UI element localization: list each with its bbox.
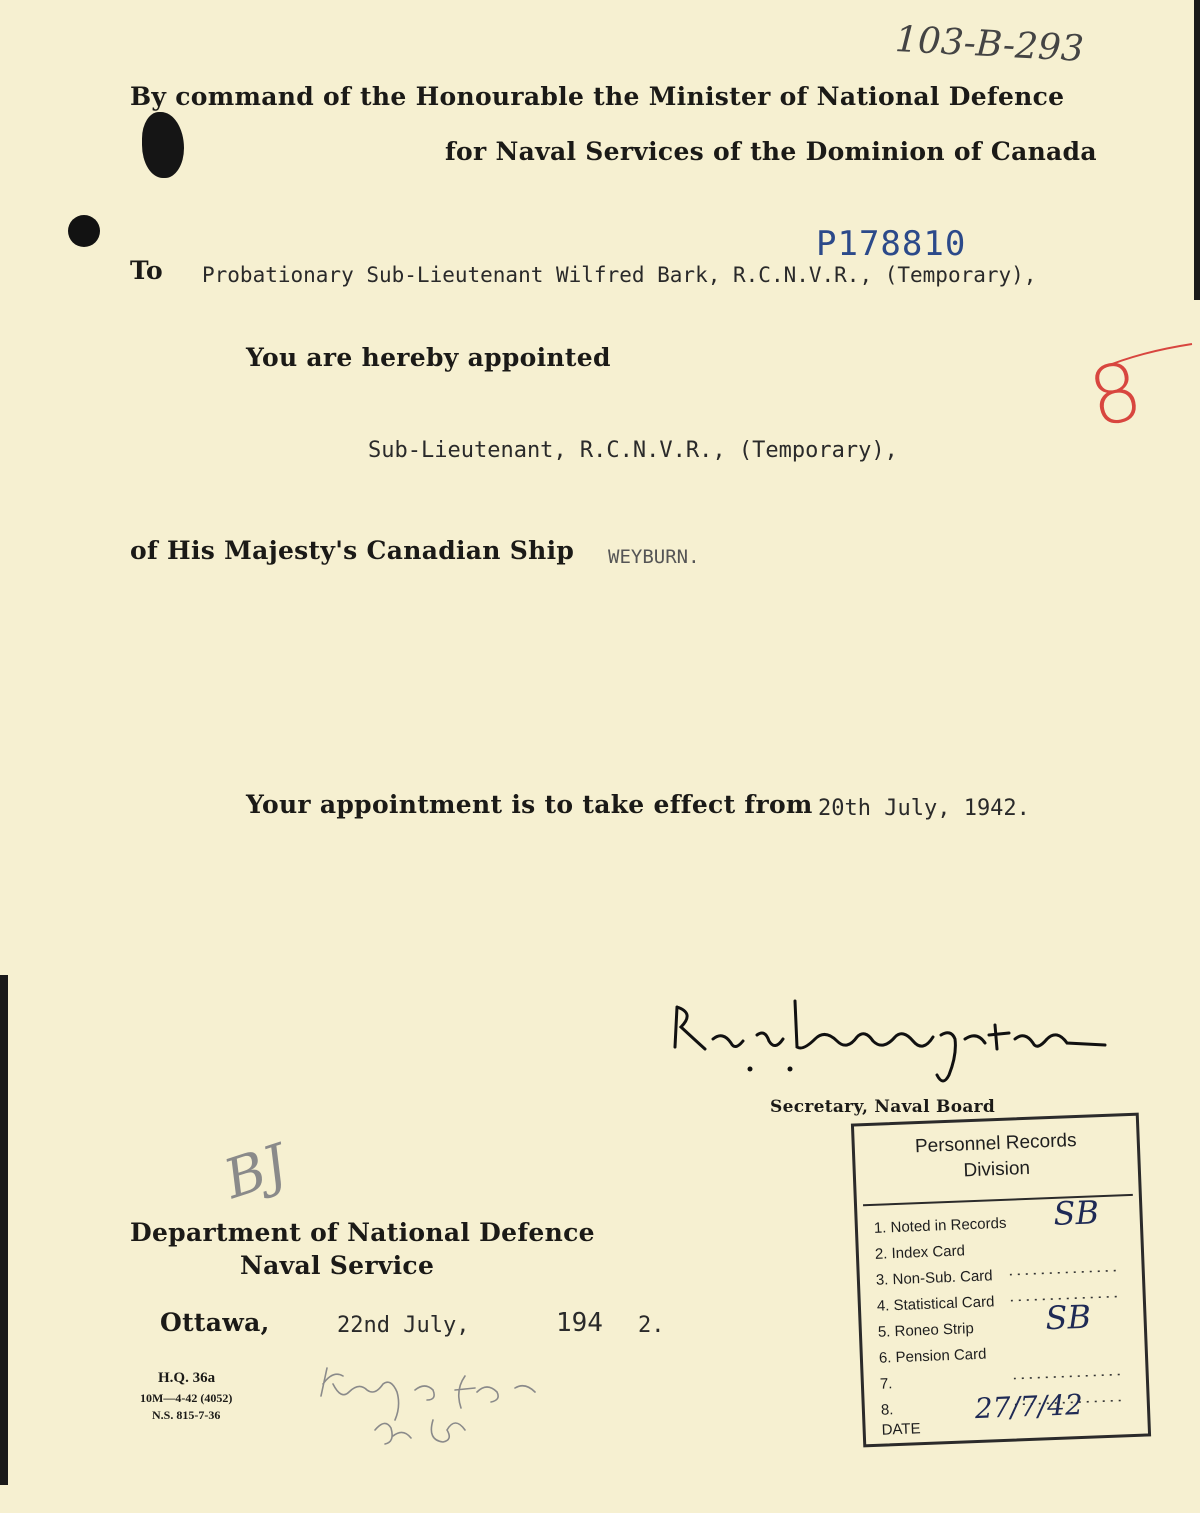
year-suffix: 2. bbox=[638, 1313, 665, 1338]
issue-date: 22nd July, bbox=[337, 1313, 470, 1338]
stamp-date-value: 27/7/42 bbox=[974, 1387, 1084, 1426]
rank-text: Sub-Lieutenant, R.C.N.V.R., (Temporary), bbox=[368, 438, 898, 463]
stamp-title-line-2: Division bbox=[963, 1157, 1031, 1182]
stamp-row: 8. bbox=[880, 1401, 894, 1419]
stamp-row: 7. bbox=[879, 1375, 893, 1393]
appointed-label: You are hereby appointed bbox=[246, 343, 611, 372]
ship-name: WEYBURN. bbox=[608, 546, 700, 568]
service-number-stamp: P178810 bbox=[816, 224, 967, 264]
form-code: H.Q. 36a bbox=[158, 1370, 216, 1386]
stamp-date-label: DATE bbox=[881, 1420, 921, 1439]
form-ns-code: N.S. 815-7-36 bbox=[152, 1408, 221, 1422]
stamp-row: 5. Roneo Strip bbox=[877, 1320, 975, 1341]
personnel-records-stamp bbox=[851, 1113, 1151, 1448]
corner-reference-note: 103-B-293 bbox=[894, 19, 1085, 70]
pencil-scrawl bbox=[315, 1360, 555, 1455]
stamp-row: 2. Index Card bbox=[874, 1242, 966, 1263]
stamp-row: 1. Noted in Records bbox=[873, 1214, 1007, 1237]
margin-pencil-initials: BJ bbox=[216, 1132, 295, 1211]
scan-edge-right bbox=[1194, 0, 1200, 300]
place-label: Ottawa, bbox=[160, 1308, 270, 1337]
effect-label: Your appointment is to take effect from bbox=[246, 790, 813, 819]
signature-title: Secretary, Naval Board bbox=[770, 1097, 996, 1117]
red-pencil-stroke bbox=[1100, 340, 1195, 370]
addressee-text: Probationary Sub-Lieutenant Wilfred Bark, R.C.N.V.R., (Temporary), bbox=[202, 263, 1037, 287]
punch-hole bbox=[68, 215, 100, 247]
red-pencil-mark: 8 bbox=[1080, 343, 1151, 446]
effect-date: 20th July, 1942. bbox=[818, 796, 1030, 821]
torn-corner-mark bbox=[142, 112, 184, 178]
year-prefix: 194 bbox=[556, 1308, 603, 1338]
ship-label: of His Majesty's Canadian Ship bbox=[130, 536, 575, 565]
stamp-row: 6. Pension Card bbox=[878, 1345, 987, 1367]
stamp-row: 4. Statistical Card bbox=[876, 1293, 995, 1315]
stamp-initials-roneo: SB bbox=[1044, 1297, 1092, 1338]
stamp-initials-noted: SB bbox=[1052, 1193, 1100, 1233]
to-label: To bbox=[130, 256, 164, 285]
signature bbox=[665, 995, 1115, 1090]
department-line-1: Department of National Defence bbox=[130, 1218, 595, 1247]
stamp-title-line-1: Personnel Records bbox=[914, 1130, 1077, 1158]
heading-line-1: By command of the Honourable the Minister of National Defence bbox=[130, 82, 1065, 111]
department-line-2: Naval Service bbox=[240, 1251, 435, 1280]
heading-line-2: for Naval Services of the Dominion of Canada bbox=[445, 137, 1097, 166]
form-print-run: 10M—4-42 (4052) bbox=[140, 1391, 233, 1405]
stamp-row: 3. Non-Sub. Card bbox=[875, 1267, 993, 1289]
scan-edge-left bbox=[0, 975, 8, 1485]
